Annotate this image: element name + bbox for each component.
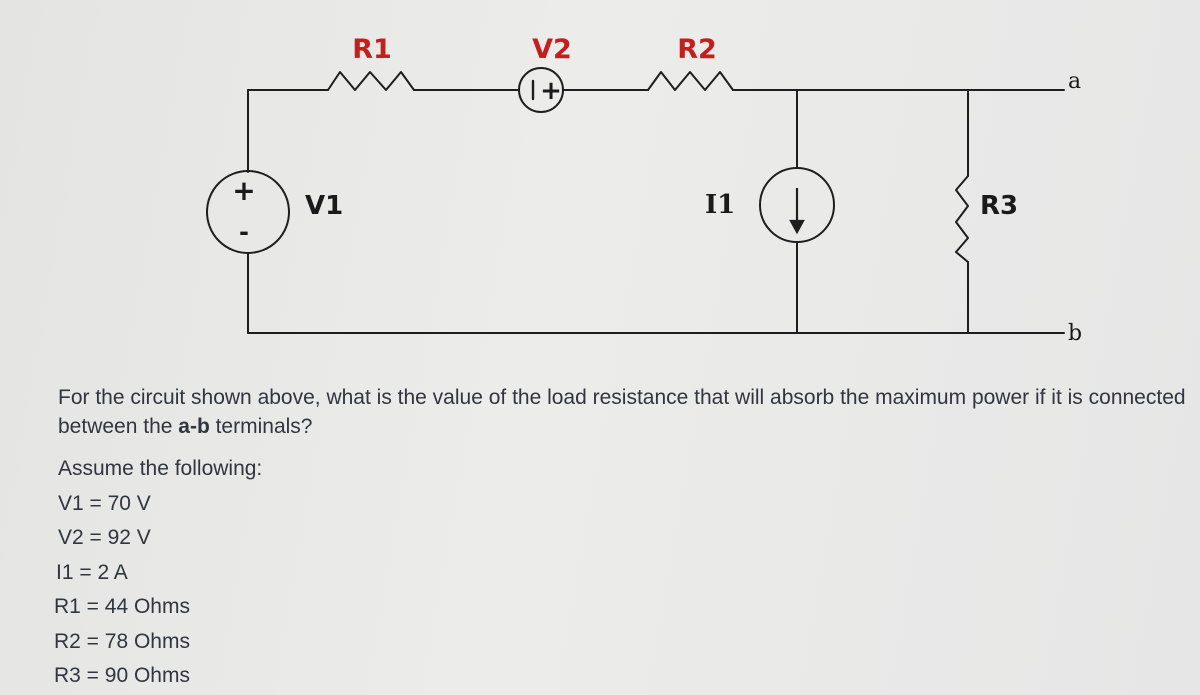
terminal-b: b xyxy=(1068,321,1083,346)
assumptions-list xyxy=(52,452,262,694)
assumption-item: R1 = 44 Ohms xyxy=(54,595,190,618)
resistor-r3 xyxy=(956,176,968,262)
v1-minus: - xyxy=(239,218,249,246)
assumption-item: R3 = 90 Ohms xyxy=(54,664,190,687)
question-part-1: For the circuit shown above, what is the value of the load resistance that will absorb the maximum power if it is connected between the xyxy=(58,386,1186,438)
terminal-a: a xyxy=(1068,69,1082,94)
question-part-2: terminals? xyxy=(209,415,313,438)
assumption-item: I1 = 2 A xyxy=(56,560,128,584)
label-r1: R1 xyxy=(352,34,392,65)
label-r3: R3 xyxy=(980,191,1019,221)
assumption-item: V1 = 70 V xyxy=(58,491,151,515)
label-v2: V2 xyxy=(532,34,572,65)
v2-sign: + xyxy=(540,76,562,106)
label-v1: V1 xyxy=(305,191,344,221)
resistor-r2 xyxy=(648,72,733,90)
question-terminals: a-b xyxy=(178,415,210,438)
question-text xyxy=(58,383,1198,441)
label-i1: I1 xyxy=(705,190,736,220)
resistor-r1 xyxy=(328,72,414,90)
assumption-item: V2 = 92 V xyxy=(58,526,151,549)
label-r2: R2 xyxy=(677,34,717,65)
v1-plus: + xyxy=(232,174,256,207)
assumptions-header: Assume the following: xyxy=(58,457,263,480)
assumption-item: R2 = 78 Ohms xyxy=(54,629,190,653)
